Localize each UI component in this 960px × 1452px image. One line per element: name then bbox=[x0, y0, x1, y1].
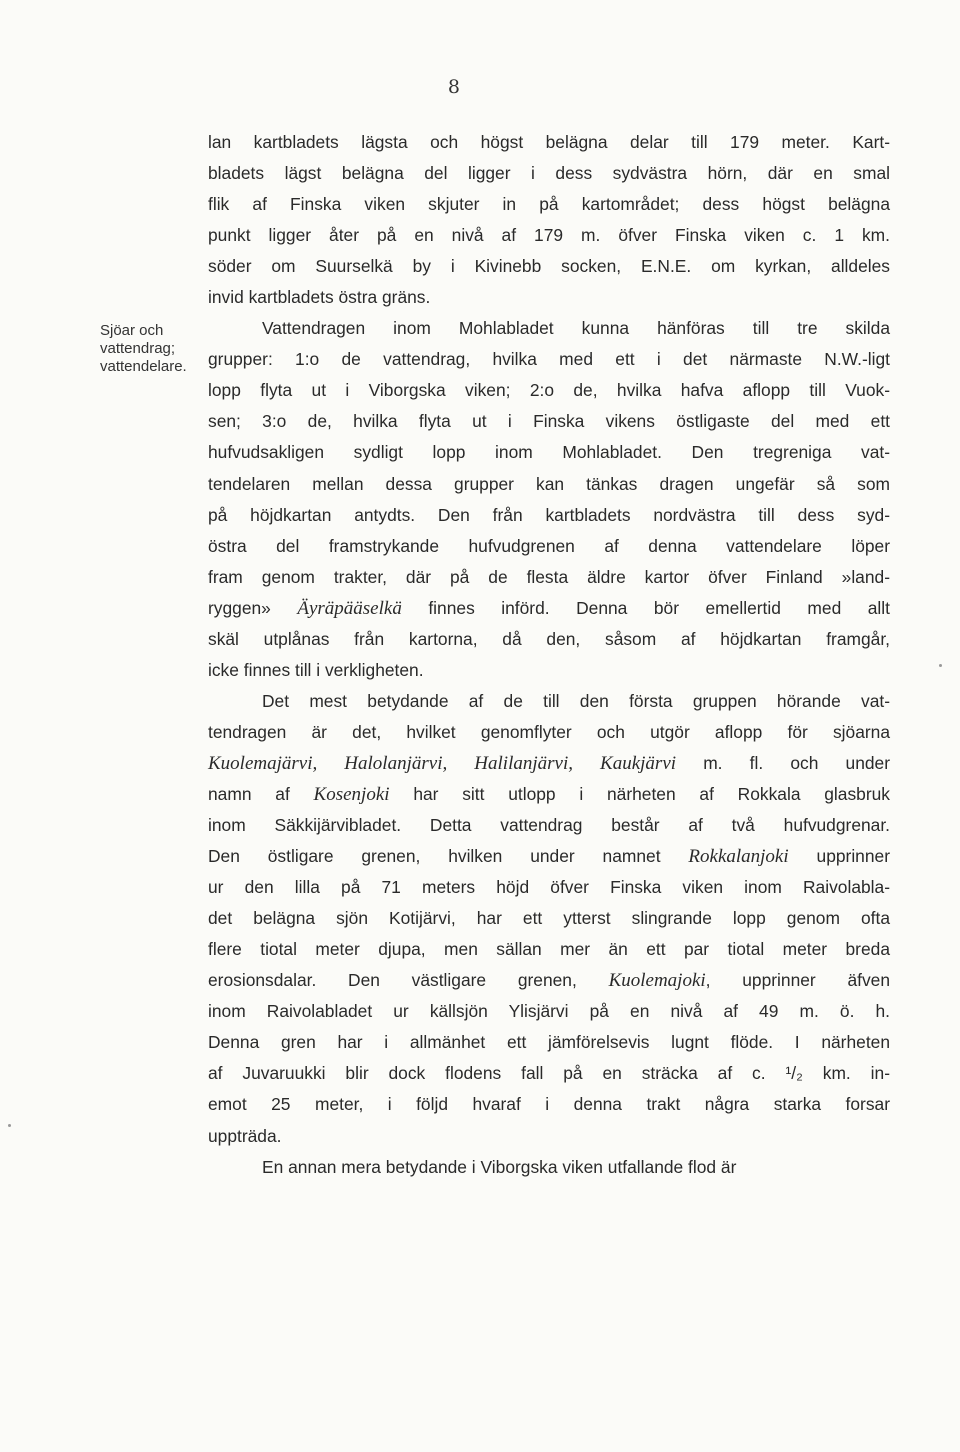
text-line: punkt ligger åter på en nivå af 179 m. öfver Finska viken c. 1 km. bbox=[208, 225, 890, 246]
italic-place-name: Rokkalanjoki bbox=[688, 846, 789, 868]
text-line: ryggen» Äyräpääselkä finnes införd. Denna bör emellertid med allt bbox=[208, 597, 890, 619]
text-line: skäl utplånas från kartorna, då den, såsom af höjdkartan framgår, bbox=[208, 628, 890, 649]
text-line: grupper: 1:o de vattendrag, hvilka med ett i det närmaste N.W.-ligt bbox=[208, 349, 890, 370]
text-line: sen; 3:o de, hvilka flyta ut i Finska vikens östligaste del med ett bbox=[208, 411, 890, 432]
text-line: Den östligare grenen, hvilken under namnet Rokkalanjoki upprinner bbox=[208, 846, 890, 868]
margin-note-line: vattendelare. bbox=[100, 358, 187, 375]
text-line: emot 25 meter, i följd hvaraf i denna trakt några starka forsar bbox=[208, 1094, 890, 1115]
text-line: lopp flyta ut i Viborgska viken; 2:o de, hvilka hafva aflopp till Vuok- bbox=[208, 380, 890, 401]
text-line: inom Säkkijärvibladet. Detta vattendrag består af två hufvudgrenar. bbox=[208, 815, 890, 836]
margin-note bbox=[100, 322, 205, 376]
text-line: namn af Kosenjoki har sitt utlopp i närheten af Rokkala glasbruk bbox=[208, 783, 890, 805]
text-line: tendragen är det, hvilket genomflyter och utgör aflopp för sjöarna bbox=[208, 721, 890, 742]
text-line: Vattendragen inom Mohlabladet kunna hänföras till tre skilda bbox=[262, 318, 890, 339]
paper-speck bbox=[939, 664, 942, 667]
text-line: lan kartbladets lägsta och högst belägna delar till 179 meter. Kart- bbox=[208, 132, 890, 152]
paper-speck bbox=[8, 1124, 11, 1127]
text-line: invid kartbladets östra gräns. bbox=[208, 287, 431, 308]
text-line: Kuolemajärvi, Halolanjärvi, Halilanjärvi, Kaukjärvi m. fl. och under bbox=[208, 752, 890, 774]
text-line: flere tiotal meter djupa, men sällan mer än ett par tiotal meter breda bbox=[208, 939, 890, 960]
text-line: uppträda. bbox=[208, 1125, 282, 1146]
text-line: flik af Finska viken skjuter in på kartområdet; dess högst belägna bbox=[208, 194, 890, 215]
italic-place-name: Kuolemajärvi, Halolanjärvi, Halilanjärvi, Kaukjärvi bbox=[208, 752, 677, 774]
text-line: bladets lägst belägna del ligger i dess sydvästra hörn, där en smal bbox=[208, 163, 890, 184]
text-line: icke finnes till i verkligheten. bbox=[208, 659, 424, 680]
margin-note-line: Sjöar och bbox=[100, 322, 164, 339]
text-line: söder om Suurselkä by i Kivinebb socken, E.N.E. om kyrkan, alldeles bbox=[208, 256, 890, 277]
text-line: hufvudsakligen sydligt lopp inom Mohlabladet. Den tregreniga vat- bbox=[208, 442, 890, 463]
text-line: inom Raivolabladet ur källsjön Ylisjärvi på en nivå af 49 m. ö. h. bbox=[208, 1001, 890, 1022]
italic-place-name: Äyräpääselkä bbox=[297, 597, 402, 619]
text-line: af Juvaruukki blir dock flodens fall på en sträcka af c. ¹/₂ km. in- bbox=[208, 1063, 890, 1084]
text-line: Det mest betydande af de till den första gruppen hörande vat- bbox=[262, 690, 890, 711]
margin-note-line: vattendrag; bbox=[100, 340, 176, 357]
text-line: En annan mera betydande i Viborgska viken utfallande flod är bbox=[262, 1156, 737, 1177]
text-line: Denna gren har i allmänhet ett jämförelsevis lugnt flöde. I närheten bbox=[208, 1032, 890, 1053]
text-line: ur den lilla på 71 meters höjd öfver Finska viken inom Raivolabla- bbox=[208, 877, 890, 898]
italic-place-name: Kuolemajoki bbox=[608, 970, 706, 992]
page-number: 8 bbox=[447, 76, 460, 98]
text-line: östra del framstrykande hufvudgrenen af denna vattendelare löper bbox=[208, 535, 890, 556]
text-line: erosionsdalar. Den västligare grenen, Kuolemajoki, upprinner äfven bbox=[208, 970, 891, 992]
text-line: det belägna sjön Kotijärvi, har ett ytterst slingrande lopp genom ofta bbox=[208, 908, 890, 929]
text-line: fram genom trakter, där på de flesta äldre kartor öfver Finland »land- bbox=[208, 566, 890, 587]
italic-place-name: Kosenjoki bbox=[313, 783, 390, 805]
text-line: tendelaren mellan dessa grupper kan tänkas dragen ungefär så som bbox=[208, 473, 890, 494]
text-line: på höjdkartan antydts. Den från kartbladets nordvästra till dess syd- bbox=[208, 504, 890, 525]
body-text bbox=[208, 127, 890, 1183]
